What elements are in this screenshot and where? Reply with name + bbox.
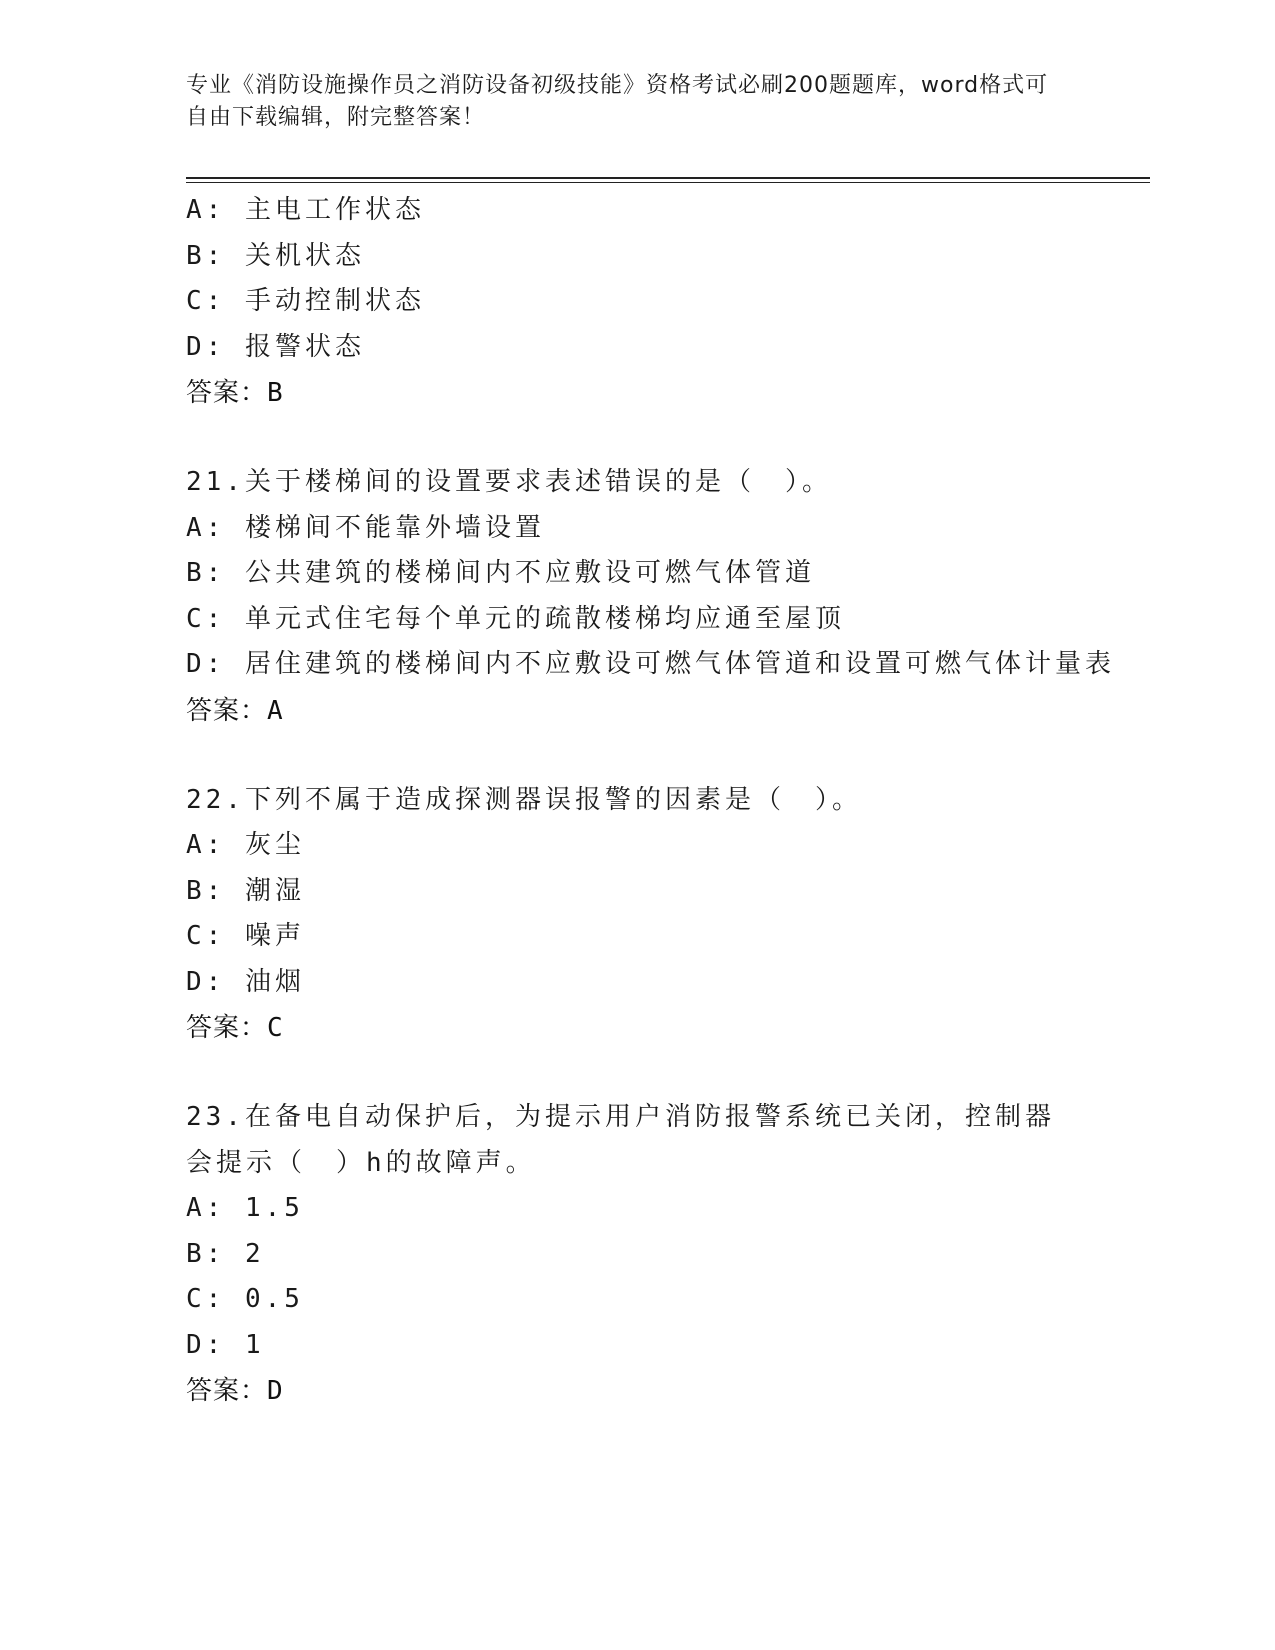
option-d: D: 报警状态 — [186, 331, 365, 362]
header-rule-thin — [186, 182, 1150, 183]
option-a: A: 楼梯间不能靠外墙设置 — [186, 512, 545, 543]
option-d: D: 油烟 — [186, 966, 305, 997]
document-header: 专业《消防设施操作员之消防设备初级技能》资格考试必刷200题题库，word格式可自由下载编辑，附完整答案！ — [186, 73, 1049, 130]
header-rule-thick — [186, 177, 1150, 179]
question-list — [186, 188, 1115, 1414]
prev-question-block — [186, 188, 1086, 416]
option-d: D: 居住建筑的楼梯间内不应敷设可燃气体管道和设置可燃气体计量表 — [186, 649, 1115, 679]
option-b: B: 潮湿 — [186, 875, 305, 906]
question-stem: 22.下列不属于造成探测器误报警的因素是（ ）。 — [186, 784, 862, 815]
option-c: C: 噪声 — [186, 921, 305, 951]
option-c: C: 单元式住宅每个单元的疏散楼梯均应通至屋顶 — [186, 603, 845, 634]
option-b: B: 公共建筑的楼梯间内不应敷设可燃气体管道 — [186, 558, 815, 588]
option-a: A: 灰尘 — [186, 830, 305, 860]
option-c: C: 手动控制状态 — [186, 286, 425, 316]
option-d: D: 1 — [186, 1329, 265, 1360]
question-23 — [186, 1095, 1086, 1414]
option-b: B: 2 — [186, 1238, 265, 1269]
question-22 — [186, 778, 1086, 1052]
answer-line: 答案：D — [186, 1376, 284, 1406]
answer-line: 答案：A — [186, 695, 284, 726]
question-stem: 23.在备电自动保护后，为提示用户消防报警系统已关闭，控制器会提示（ ）h的故障声。 — [186, 1102, 1055, 1178]
answer-line: 答案：B — [186, 378, 284, 408]
option-b: B: 关机状态 — [186, 240, 365, 271]
question-stem: 21.关于楼梯间的设置要求表述错误的是（ ）。 — [186, 467, 832, 497]
option-c: C: 0.5 — [186, 1284, 304, 1314]
question-21 — [186, 460, 1115, 734]
answer-line: 答案：C — [186, 1013, 284, 1043]
option-a: A: 主电工作状态 — [186, 195, 425, 225]
option-a: A: 1.5 — [186, 1193, 304, 1223]
